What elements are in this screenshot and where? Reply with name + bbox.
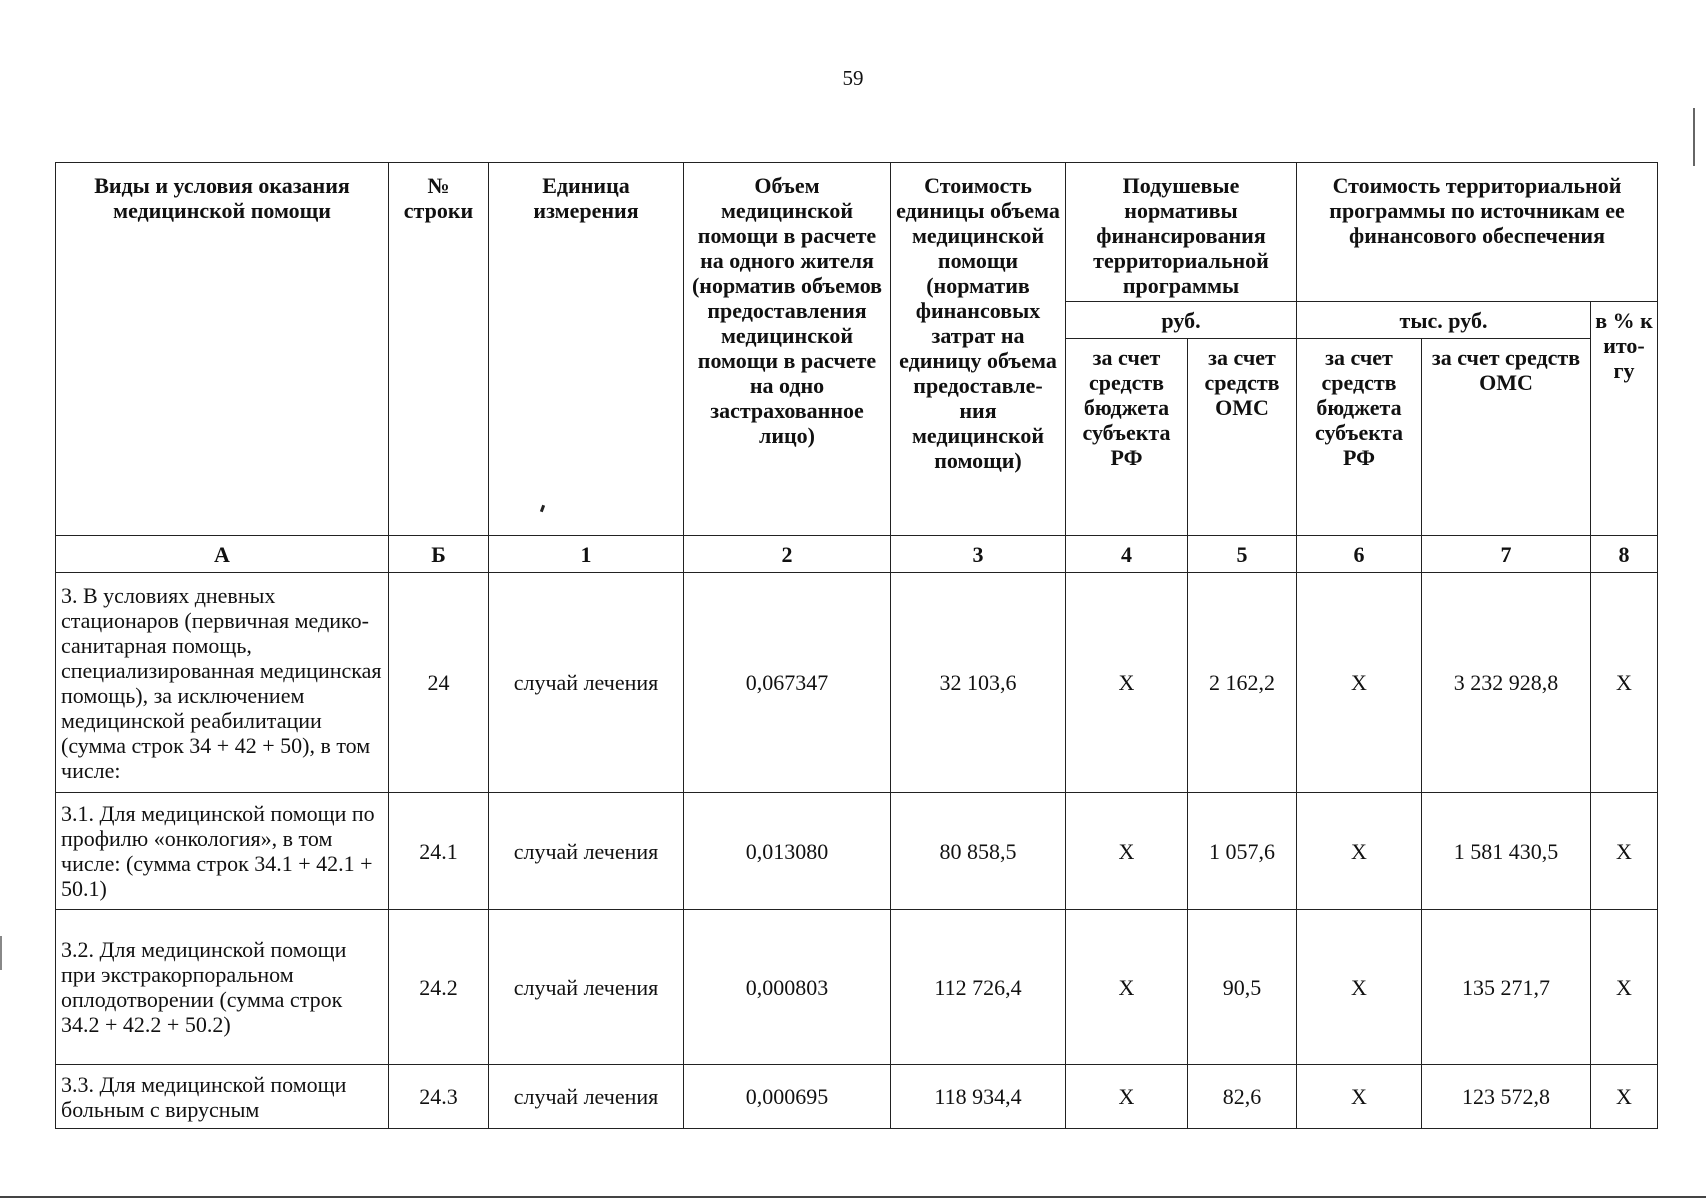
header-volume: Объем медицинской помощи в расчете на одного жителя (норматив объемов предоставления медицинской помощи в расчете на одно застрахованное лицо) — [684, 163, 891, 536]
row-unit: случай лечения — [489, 1065, 684, 1129]
header-oms-7: за счет средств ОМС — [1422, 339, 1591, 536]
header-unit: Единица измерения — [489, 163, 684, 536]
row-col-4: Х — [1066, 1065, 1188, 1129]
financing-table — [55, 162, 1658, 1129]
row-col-4: Х — [1066, 573, 1188, 793]
table-row — [56, 910, 1658, 1065]
header-budget-rf-6: за счет средств бюджета субъекта РФ — [1297, 339, 1422, 536]
row-col-7: 3 232 928,8 — [1422, 573, 1591, 793]
row-col-6: Х — [1297, 573, 1422, 793]
table-row — [56, 793, 1658, 910]
row-col-6: Х — [1297, 1065, 1422, 1129]
page-number: 59 — [842, 66, 864, 90]
column-index: 1 — [489, 536, 684, 573]
scan-edge-mark — [0, 936, 2, 970]
row-volume: 0,000803 — [684, 910, 891, 1065]
column-index: 3 — [891, 536, 1066, 573]
header-unit-cost: Стоимость единицы объема медицинской помощи (норматив финансовых затрат на единицу объема предоставле-ния медицинской помощи) — [891, 163, 1066, 536]
column-index: А — [56, 536, 389, 573]
row-col-4: Х — [1066, 910, 1188, 1065]
header-percent-total: в % к ито-гу — [1591, 302, 1658, 536]
row-col-4: Х — [1066, 793, 1188, 910]
row-col-6: Х — [1297, 910, 1422, 1065]
row-number: 24.3 — [389, 1065, 489, 1129]
row-name: 3.1. Для медицинской помощи по профилю «онкология», в том числе: (сумма строк 34.1 + 42.1 + 50.1) — [56, 793, 389, 910]
row-unit-cost: 32 103,6 — [891, 573, 1066, 793]
column-index: 5 — [1188, 536, 1297, 573]
row-unit: случай лечения — [489, 793, 684, 910]
scan-edge-mark — [1693, 108, 1695, 166]
row-volume: 0,000695 — [684, 1065, 891, 1129]
row-number: 24.1 — [389, 793, 489, 910]
row-col-8: Х — [1591, 910, 1658, 1065]
row-col-8: Х — [1591, 793, 1658, 910]
column-index: 4 — [1066, 536, 1188, 573]
header-budget-rf-4: за счет средств бюджета субъекта РФ — [1066, 339, 1188, 536]
column-index: 2 — [684, 536, 891, 573]
row-col-8: Х — [1591, 1065, 1658, 1129]
row-unit-cost: 80 858,5 — [891, 793, 1066, 910]
column-index: 6 — [1297, 536, 1422, 573]
row-col-7: 1 581 430,5 — [1422, 793, 1591, 910]
header-thous-rub: тыс. руб. — [1297, 302, 1591, 339]
row-name: 3. В условиях дневных стационаров (первичная медико-санитарная помощь, специализированная медицинская помощь), за исключением медицинской реабилитации (сумма строк 34 + 42 + 50), в том числе: — [56, 573, 389, 793]
row-volume: 0,067347 — [684, 573, 891, 793]
row-name: 3.3. Для медицинской помощи больным с вирусным — [56, 1065, 389, 1129]
page-bottom-edge — [0, 1196, 1706, 1198]
column-index-row — [56, 536, 1658, 573]
row-col-5: 2 162,2 — [1188, 573, 1297, 793]
header-rub: руб. — [1066, 302, 1297, 339]
row-number: 24 — [389, 573, 489, 793]
row-unit: случай лечения — [489, 573, 684, 793]
row-volume: 0,013080 — [684, 793, 891, 910]
row-col-6: Х — [1297, 793, 1422, 910]
column-index: 7 — [1422, 536, 1591, 573]
header-oms-5: за счет средств ОМС — [1188, 339, 1297, 536]
header-types: Виды и условия оказания медицинской помощи — [56, 163, 389, 536]
row-col-7: 135 271,7 — [1422, 910, 1591, 1065]
table-row — [56, 573, 1658, 793]
row-col-8: Х — [1591, 573, 1658, 793]
row-unit: случай лечения — [489, 910, 684, 1065]
row-col-7: 123 572,8 — [1422, 1065, 1591, 1129]
row-unit-cost: 118 934,4 — [891, 1065, 1066, 1129]
header-program-cost: Стоимость территориальной программы по источникам ее финансового обеспечения — [1297, 163, 1658, 302]
row-unit-cost: 112 726,4 — [891, 910, 1066, 1065]
header-per-capita: Подушевые нормативы финансирования территориальной программы — [1066, 163, 1297, 302]
column-index: 8 — [1591, 536, 1658, 573]
header-row-number: № строки — [389, 163, 489, 536]
column-index: Б — [389, 536, 489, 573]
row-number: 24.2 — [389, 910, 489, 1065]
row-name: 3.2. Для медицинской помощи при экстракорпоральном оплодотворении (сумма строк 34.2 + 42.2 + 50.2) — [56, 910, 389, 1065]
row-col-5: 82,6 — [1188, 1065, 1297, 1129]
table-row — [56, 1065, 1658, 1129]
row-col-5: 90,5 — [1188, 910, 1297, 1065]
row-col-5: 1 057,6 — [1188, 793, 1297, 910]
